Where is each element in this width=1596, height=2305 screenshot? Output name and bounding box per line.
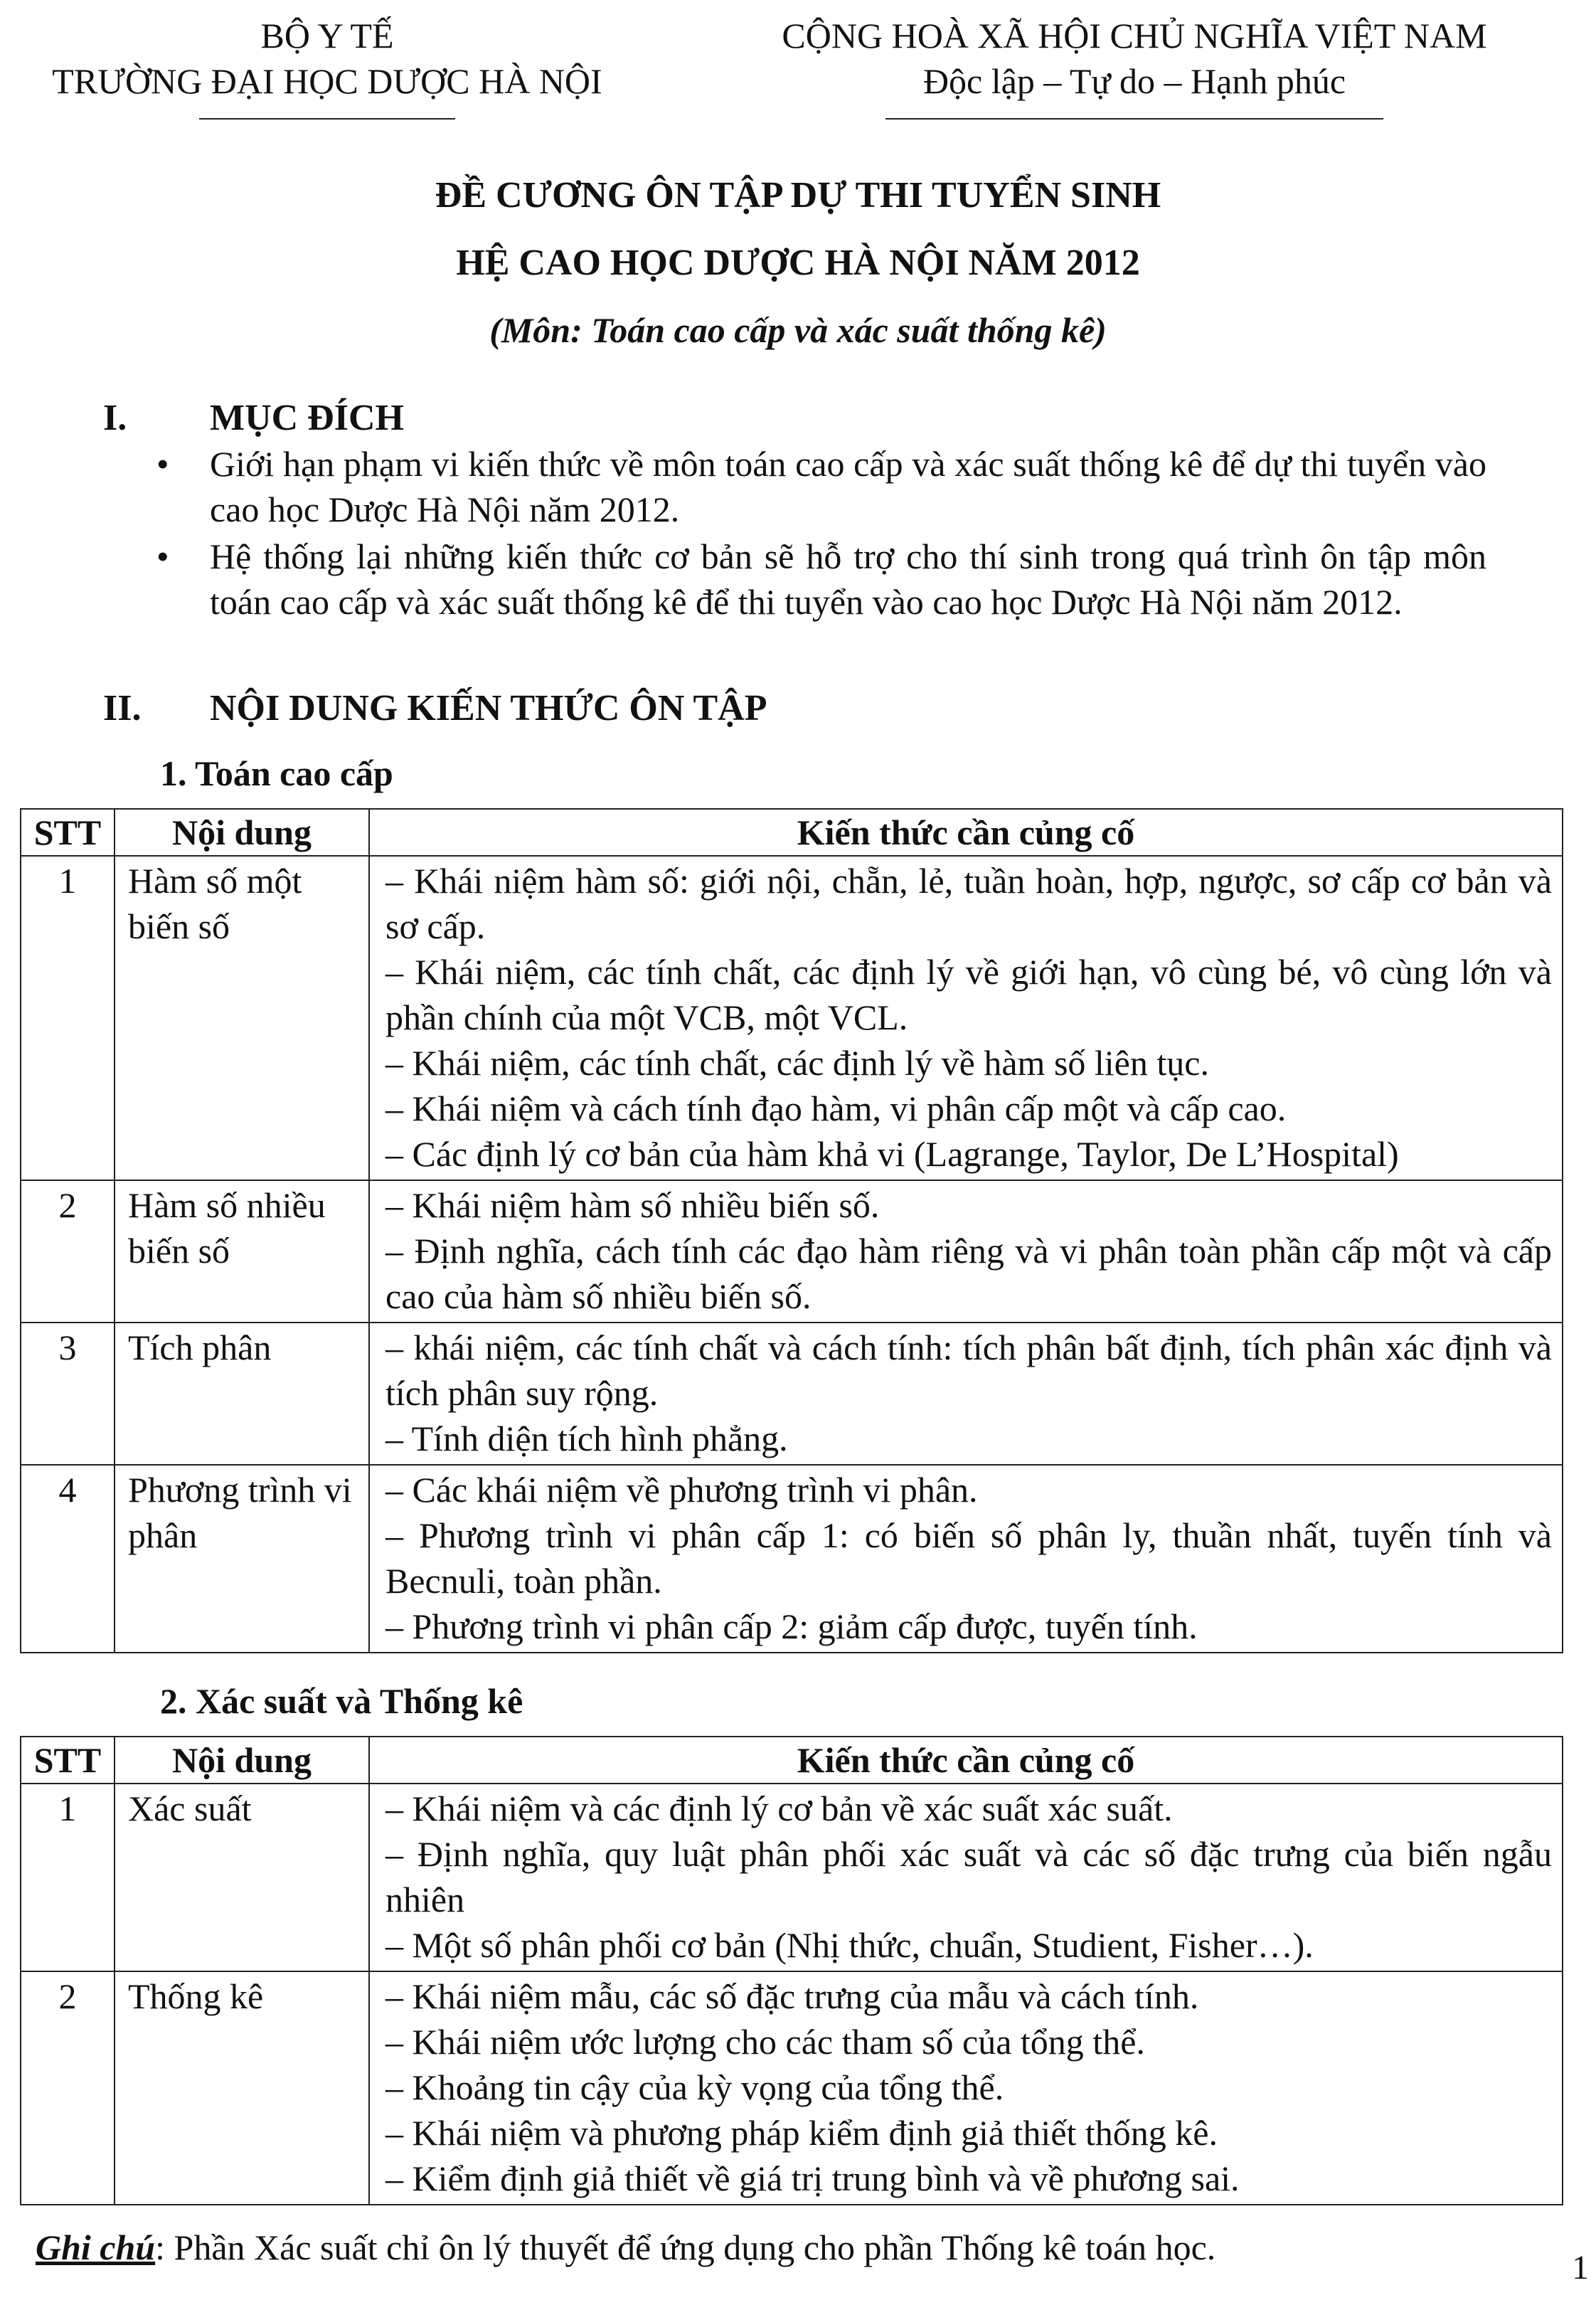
- document-title-line2: HỆ CAO HỌC DƯỢC HÀ NỘI NĂM 2012: [456, 243, 1140, 283]
- row-knowledge: [369, 1180, 1563, 1323]
- knowledge-line: – Một số phân phối cơ bản (Nhị thức, chuẩn, Studient, Fisher…).: [385, 1925, 1314, 1965]
- footnote-text: : Phần Xác suất chỉ ôn lý thuyết để ứng dụng cho phần Thống kê toán học.: [155, 2227, 1216, 2267]
- row-stt: 3: [21, 1323, 115, 1465]
- knowledge-line: – Khái niệm mẫu, các số đặc trưng của mẫu và cách tính.: [385, 1976, 1199, 2016]
- knowledge-line: – Khoảng tin cậy của kỳ vọng của tổng thể.: [385, 2067, 1004, 2107]
- row-content: Phương trình vi phân: [115, 1465, 369, 1653]
- row-knowledge: [369, 1784, 1563, 1971]
- subject-line: (Môn: Toán cao cấp và xác suất thống kê): [489, 310, 1107, 350]
- knowledge-line: – Kiểm định giả thiết về giá trị trung bình và về phương sai.: [385, 2158, 1240, 2198]
- row-content: Xác suất: [115, 1784, 369, 1971]
- section2-number: II.: [103, 688, 142, 728]
- row-stt: 4: [21, 1465, 115, 1653]
- header-left-rule: [199, 118, 455, 120]
- row-knowledge: [369, 1971, 1563, 2205]
- knowledge-line: – Khái niệm, các tính chất, các định lý về hàm số liên tục.: [385, 1043, 1209, 1083]
- row-content: Thống kê: [115, 1971, 369, 2205]
- knowledge-line: – Khái niệm hàm số nhiều biến số.: [385, 1185, 880, 1225]
- header-knowledge: Kiến thức cần củng cố: [369, 809, 1563, 856]
- table-header-row: [21, 1737, 1563, 1784]
- section1-number: I.: [103, 398, 127, 438]
- row-content: Hàm số nhiều biến số: [115, 1180, 369, 1323]
- knowledge-line: – Khái niệm và các định lý cơ bản về xác suất xác suất.: [385, 1789, 1173, 1828]
- table-row: [21, 856, 1563, 1180]
- table-header-row: [21, 809, 1563, 856]
- table-row: [21, 1180, 1563, 1323]
- table-row: [21, 1971, 1563, 2205]
- knowledge-line: – Tính diện tích hình phẳng.: [385, 1419, 788, 1458]
- knowledge-line: – Định nghĩa, cách tính các đạo hàm riêng và vi phân toàn phần cấp một và cấp cao của hàm số nhiều biến số.: [385, 1231, 1552, 1316]
- row-stt: 2: [21, 1180, 115, 1323]
- national-motto: Độc lập – Tự do – Hạnh phúc: [922, 61, 1346, 101]
- knowledge-line: – Khái niệm và cách tính đạo hàm, vi phân cấp một và cấp cao.: [385, 1088, 1287, 1128]
- knowledge-line: – Định nghĩa, quy luật phân phối xác suất và các số đặc trưng của biến ngẫu nhiên: [385, 1834, 1552, 1919]
- knowledge-line: – Khái niệm hàm số: giới nội, chẵn, lẻ, tuần hoàn, hợp, ngược, sơ cấp cơ bản và sơ cấp.: [385, 861, 1552, 946]
- header-stt: STT: [21, 809, 115, 856]
- knowledge-line: – Các định lý cơ bản của hàm khả vi (Lagrange, Taylor, De L’Hospital): [385, 1134, 1399, 1174]
- knowledge-line: – Khái niệm và phương pháp kiểm định giả thiết thống kê.: [385, 2113, 1218, 2153]
- section1-bullet: • Hệ thống lại những kiến thức cơ bản sẽ hỗ trợ cho thí sinh trong quá trình ôn tập môn toán cao cấp và xác suất thống kê để thi tuyển vào cao học Dược Hà Nội năm 2012.: [156, 534, 1486, 625]
- knowledge-line: – Khái niệm ước lượng cho các tham số của tổng thể.: [385, 2022, 1145, 2062]
- knowledge-line: – khái niệm, các tính chất và cách tính: tích phân bất định, tích phân xác định và tích phân suy rộng.: [385, 1328, 1552, 1413]
- country-name: CỘNG HOÀ XÃ HỘI CHỦ NGHĨA VIỆT NAM: [782, 16, 1487, 55]
- header-left: [28, 13, 626, 120]
- section1-bullet: • Giới hạn phạm vi kiến thức về môn toán cao cấp và xác suất thống kê để dự thi tuyển vào cao học Dược Hà Nội năm 2012.: [156, 441, 1486, 532]
- footnote-label: Ghi chú: [36, 2227, 156, 2267]
- row-knowledge: [369, 1465, 1563, 1653]
- table-probability-statistics: [20, 1736, 1563, 2205]
- row-content: Tích phân: [115, 1323, 369, 1465]
- row-stt: 1: [21, 856, 115, 1180]
- knowledge-line: – Khái niệm, các tính chất, các định lý về giới hạn, vô cùng bé, vô cùng lớn và phần chính của một VCB, một VCL.: [385, 952, 1552, 1037]
- part1-title: 1. Toán cao cấp: [160, 753, 393, 793]
- page-number: 1: [1572, 2249, 1589, 2287]
- table-row: [21, 1323, 1563, 1465]
- footnote: [36, 2227, 1215, 2268]
- row-stt: 1: [21, 1784, 115, 1971]
- knowledge-line: – Các khái niệm về phương trình vi phân.: [385, 1470, 978, 1510]
- section2-title: NỘI DUNG KIẾN THỨC ÔN TẬP: [210, 688, 767, 728]
- header-stt: STT: [21, 1737, 115, 1784]
- row-knowledge: [369, 1323, 1563, 1465]
- table-row: [21, 1465, 1563, 1653]
- table-row: [21, 1784, 1563, 1971]
- row-content: Hàm số một biến số: [115, 856, 369, 1180]
- section1-title: MỤC ĐÍCH: [210, 398, 404, 438]
- row-knowledge: [369, 856, 1563, 1180]
- knowledge-line: – Phương trình vi phân cấp 2: giảm cấp được, tuyến tính.: [385, 1606, 1198, 1646]
- header-knowledge: Kiến thức cần củng cố: [369, 1737, 1563, 1784]
- row-stt: 2: [21, 1971, 115, 2205]
- header-right-rule: [885, 118, 1383, 120]
- part2-title: 2. Xác suất và Thống kê: [160, 1681, 523, 1721]
- knowledge-line: – Phương trình vi phân cấp 1: có biến số phân ly, thuần nhất, tuyến tính và Becnuli, toàn phần.: [385, 1515, 1552, 1601]
- header-right: [697, 13, 1572, 120]
- section1-bullet-list: [156, 441, 1486, 626]
- header-content: Nội dung: [115, 809, 369, 856]
- document-title-line1: ĐỀ CƯƠNG ÔN TẬP DỰ THI TUYỂN SINH: [435, 175, 1161, 216]
- ministry-name: BỘ Y TẾ: [260, 16, 394, 55]
- university-name: TRƯỜNG ĐẠI HỌC DƯỢC HÀ NỘI: [52, 61, 602, 101]
- table-advanced-math: [20, 808, 1563, 1653]
- header-content: Nội dung: [115, 1737, 369, 1784]
